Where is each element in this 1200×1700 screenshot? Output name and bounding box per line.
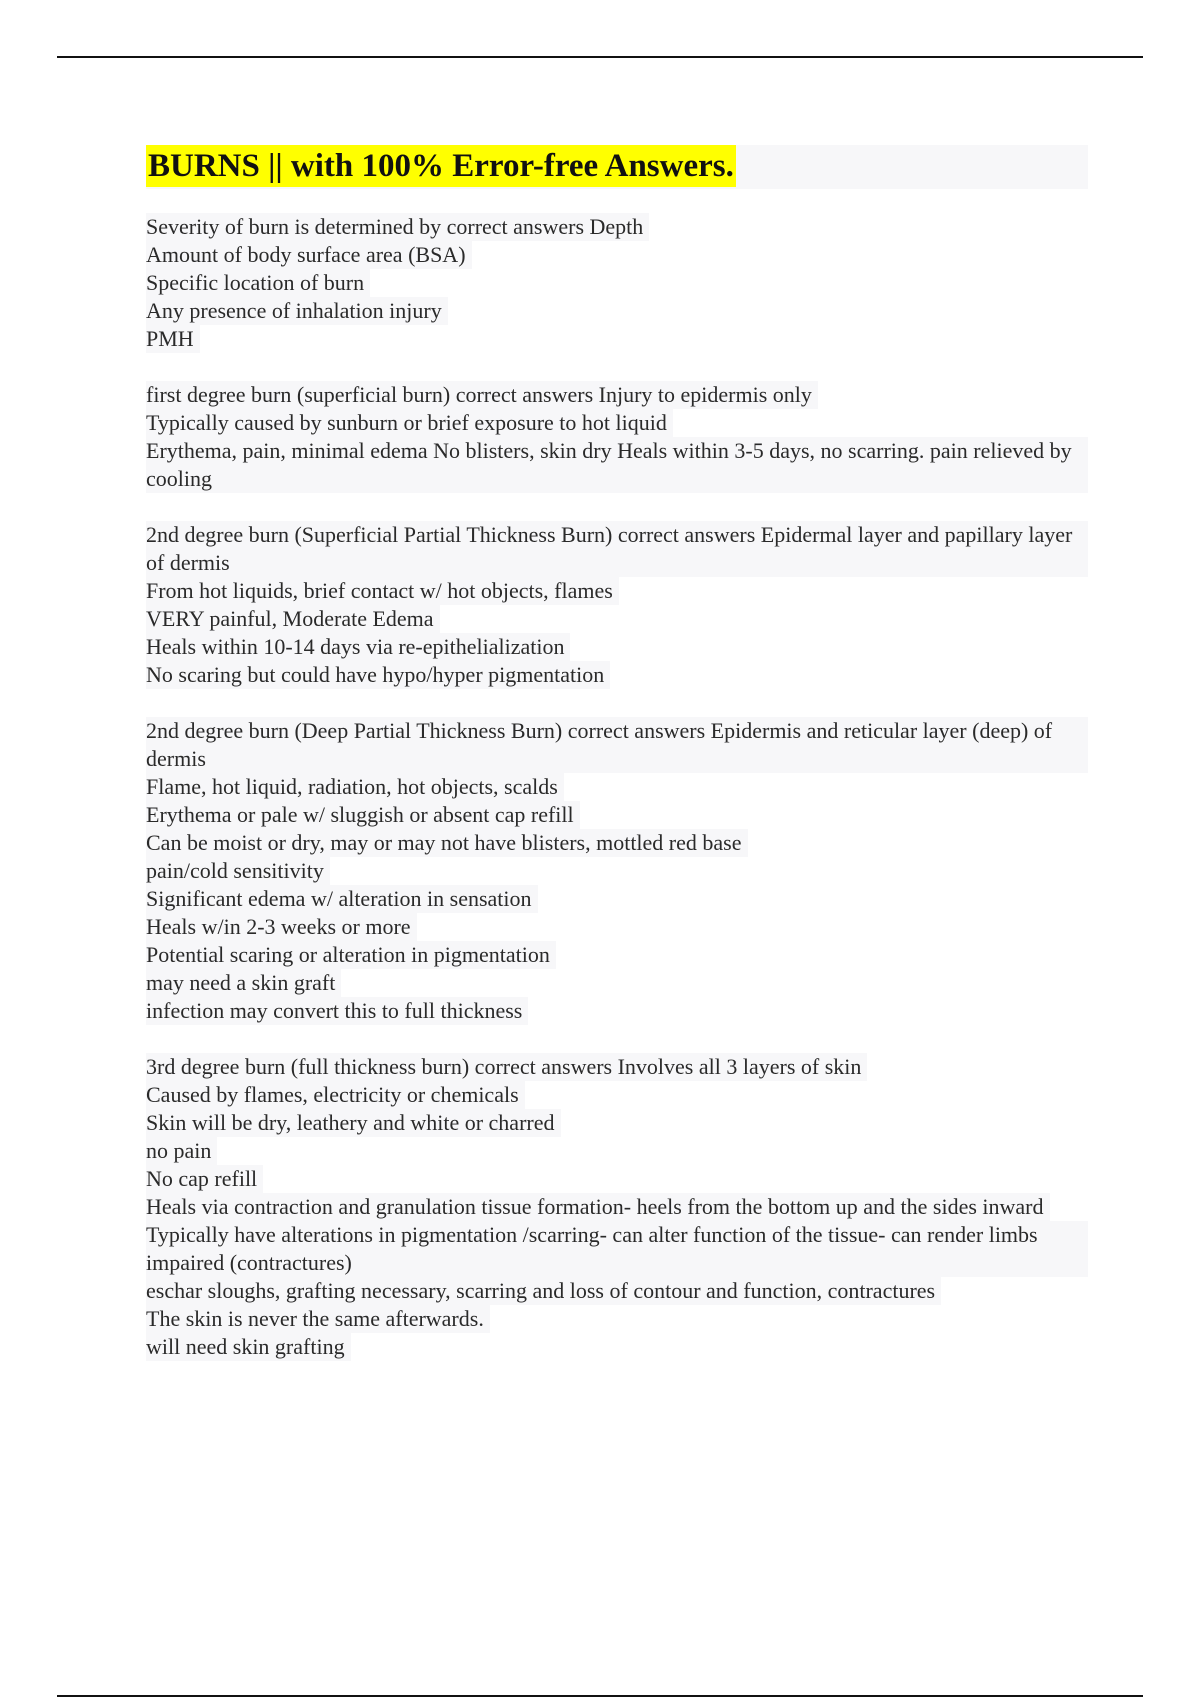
text-line: No cap refill: [146, 1165, 263, 1193]
text-line: No scaring but could have hypo/hyper pigmentation: [146, 661, 610, 689]
title-bar: [146, 145, 1088, 189]
text-line: Specific location of burn: [146, 269, 370, 297]
text-line: 3rd degree burn (full thickness burn) correct answers Involves all 3 layers of skin: [146, 1053, 867, 1081]
document-title: BURNS || with 100% Error-free Answers.: [146, 145, 736, 187]
text-line: PMH: [146, 325, 200, 353]
top-rule: [57, 56, 1143, 58]
text-line: Can be moist or dry, may or may not have blisters, mottled red base: [146, 829, 748, 857]
text-line: Severity of burn is determined by correct answers Depth: [146, 213, 649, 241]
text-line: 2nd degree burn (Deep Partial Thickness Burn) correct answers Epidermis and reticular layer (deep) of dermis: [146, 717, 1088, 773]
qa-block-first-degree: [146, 381, 1088, 493]
text-line: Heals w/in 2-3 weeks or more: [146, 913, 417, 941]
text-line: Potential scaring or alteration in pigmentation: [146, 941, 556, 969]
text-line: eschar sloughs, grafting necessary, scarring and loss of contour and function, contractures: [146, 1277, 941, 1305]
qa-block-second-degree-superficial: [146, 521, 1088, 689]
text-line: VERY painful, Moderate Edema: [146, 605, 440, 633]
text-line: Significant edema w/ alteration in sensation: [146, 885, 538, 913]
text-line: From hot liquids, brief contact w/ hot objects, flames: [146, 577, 619, 605]
text-line: will need skin grafting: [146, 1333, 351, 1361]
text-line: Any presence of inhalation injury: [146, 297, 448, 325]
text-line: Heals via contraction and granulation tissue formation- heels from the bottom up and the sides inward: [146, 1193, 1050, 1221]
qa-block-severity: [146, 213, 1088, 353]
text-line: 2nd degree burn (Superficial Partial Thickness Burn) correct answers Epidermal layer and papillary layer of dermis: [146, 521, 1088, 577]
text-line: Erythema, pain, minimal edema No blisters, skin dry Heals within 3-5 days, no scarring. pain relieved by cooling: [146, 437, 1088, 493]
text-line: Heals within 10-14 days via re-epithelialization: [146, 633, 570, 661]
qa-block-second-degree-deep: [146, 717, 1088, 1025]
text-line: Skin will be dry, leathery and white or charred: [146, 1109, 561, 1137]
bottom-rule: [57, 1695, 1143, 1697]
text-line: Erythema or pale w/ sluggish or absent cap refill: [146, 801, 580, 829]
text-line: Typically have alterations in pigmentation /scarring- can alter function of the tissue- can render limbs impaired (contractures): [146, 1221, 1088, 1277]
text-line: first degree burn (superficial burn) correct answers Injury to epidermis only: [146, 381, 818, 409]
text-line: pain/cold sensitivity: [146, 857, 330, 885]
document-body: [146, 145, 1088, 1361]
text-line: infection may convert this to full thickness: [146, 997, 528, 1025]
text-line: no pain: [146, 1137, 217, 1165]
qa-block-third-degree: [146, 1053, 1088, 1361]
text-line: Flame, hot liquid, radiation, hot objects, scalds: [146, 773, 564, 801]
text-line: Typically caused by sunburn or brief exposure to hot liquid: [146, 409, 673, 437]
text-line: may need a skin graft: [146, 969, 341, 997]
text-line: Amount of body surface area (BSA): [146, 241, 472, 269]
text-line: Caused by flames, electricity or chemicals: [146, 1081, 525, 1109]
text-line: The skin is never the same afterwards.: [146, 1305, 490, 1333]
